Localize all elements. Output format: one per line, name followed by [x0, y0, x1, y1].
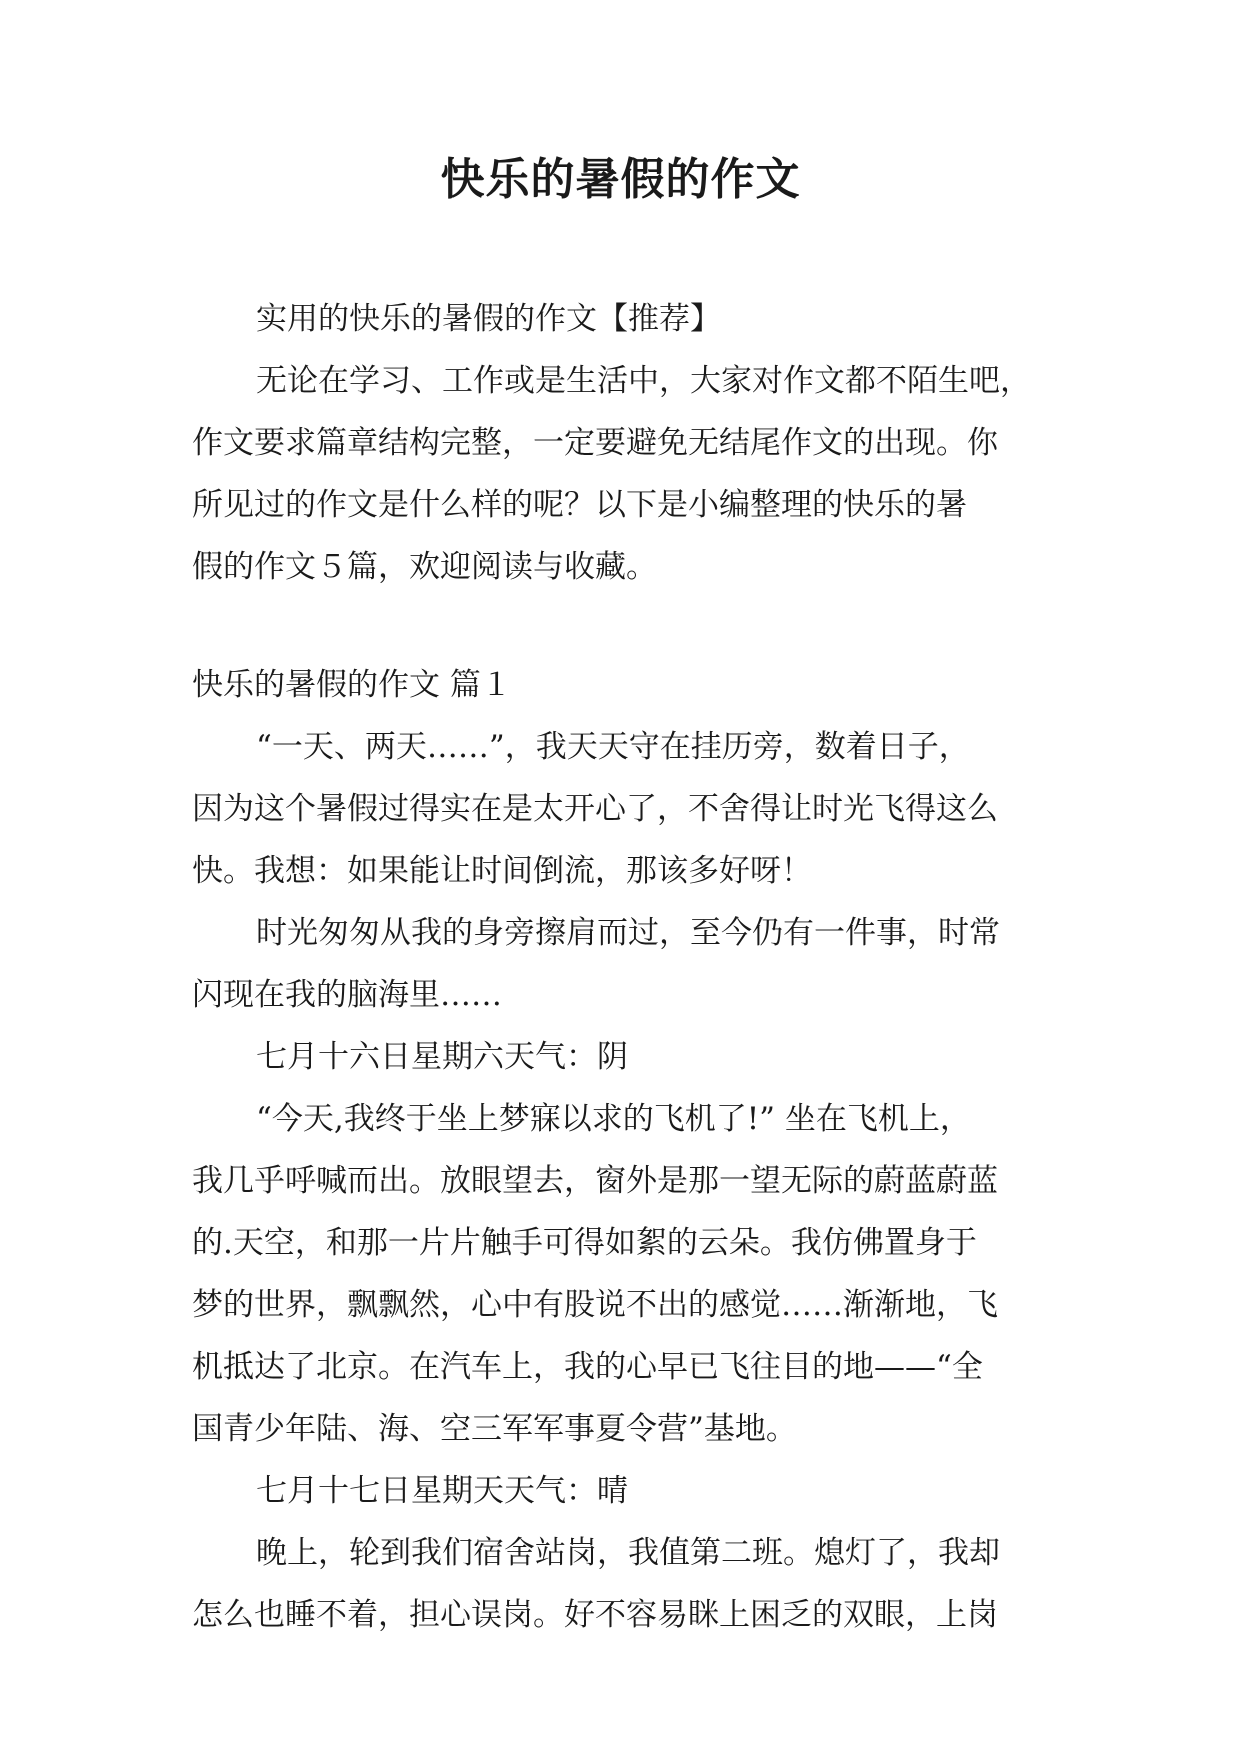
diary-date: 七月十七日星期天天气：晴 — [256, 1473, 628, 1509]
intro-line: 假的作文５篇，欢迎阅读与收藏。 — [192, 549, 657, 585]
paragraph-line: 机抵达了北京。在汽车上，我的心早已飞往目的地——“全 — [192, 1349, 983, 1385]
intro-line: 作文要求篇章结构完整，一定要避免无结尾作文的出现。你 — [192, 425, 998, 461]
paragraph-line: “一天、两天……”，我天天守在挂历旁，数着日子， — [256, 729, 970, 765]
paragraph-line: 因为这个暑假过得实在是太开心了，不舍得让时光飞得这么 — [192, 791, 998, 827]
section-heading: 快乐的暑假的作文 篇１ — [192, 667, 512, 703]
document-subtitle: 实用的快乐的暑假的作文【推荐】 — [256, 301, 721, 337]
paragraph-line: 梦的世界，飘飘然，心中有股说不出的感觉……渐渐地，飞 — [192, 1287, 998, 1323]
paragraph-line: 闪现在我的脑海里…… — [192, 977, 502, 1013]
paragraph-line: 的.天空，和那一片片触手可得如絮的云朵。我仿佛置身于 — [192, 1225, 977, 1261]
paragraph-line: 我几乎呼喊而出。放眼望去，窗外是那一望无际的蔚蓝蔚蓝 — [192, 1163, 998, 1199]
paragraph-line: 国青少年陆、海、空三军军事夏令营”基地。 — [192, 1411, 797, 1447]
paragraph-line: “今天,我终于坐上梦寐以求的飞机了!” 坐在飞机上， — [256, 1101, 971, 1137]
paragraph-line: 时光匆匆从我的身旁擦肩而过，至今仍有一件事，时常 — [256, 915, 1000, 951]
section-spacer — [192, 598, 1050, 654]
paragraph-line: 快。我想：如果能让时间倒流，那该多好呀！ — [192, 853, 812, 889]
diary-date: 七月十六日星期六天气：阴 — [256, 1039, 628, 1075]
document-body — [192, 288, 1050, 1646]
intro-line: 无论在学习、工作或是生活中，大家对作文都不陌生吧， — [256, 363, 1031, 399]
document-title: 快乐的暑假的作文 — [440, 154, 801, 205]
intro-line: 所见过的作文是什么样的呢？以下是小编整理的快乐的暑 — [192, 487, 967, 523]
paragraph-line: 晚上，轮到我们宿舍站岗，我值第二班。熄灯了，我却 — [256, 1535, 1000, 1571]
paragraph-line: 怎么也睡不着，担心误岗。好不容易眯上困乏的双眼，上岗 — [192, 1597, 998, 1633]
